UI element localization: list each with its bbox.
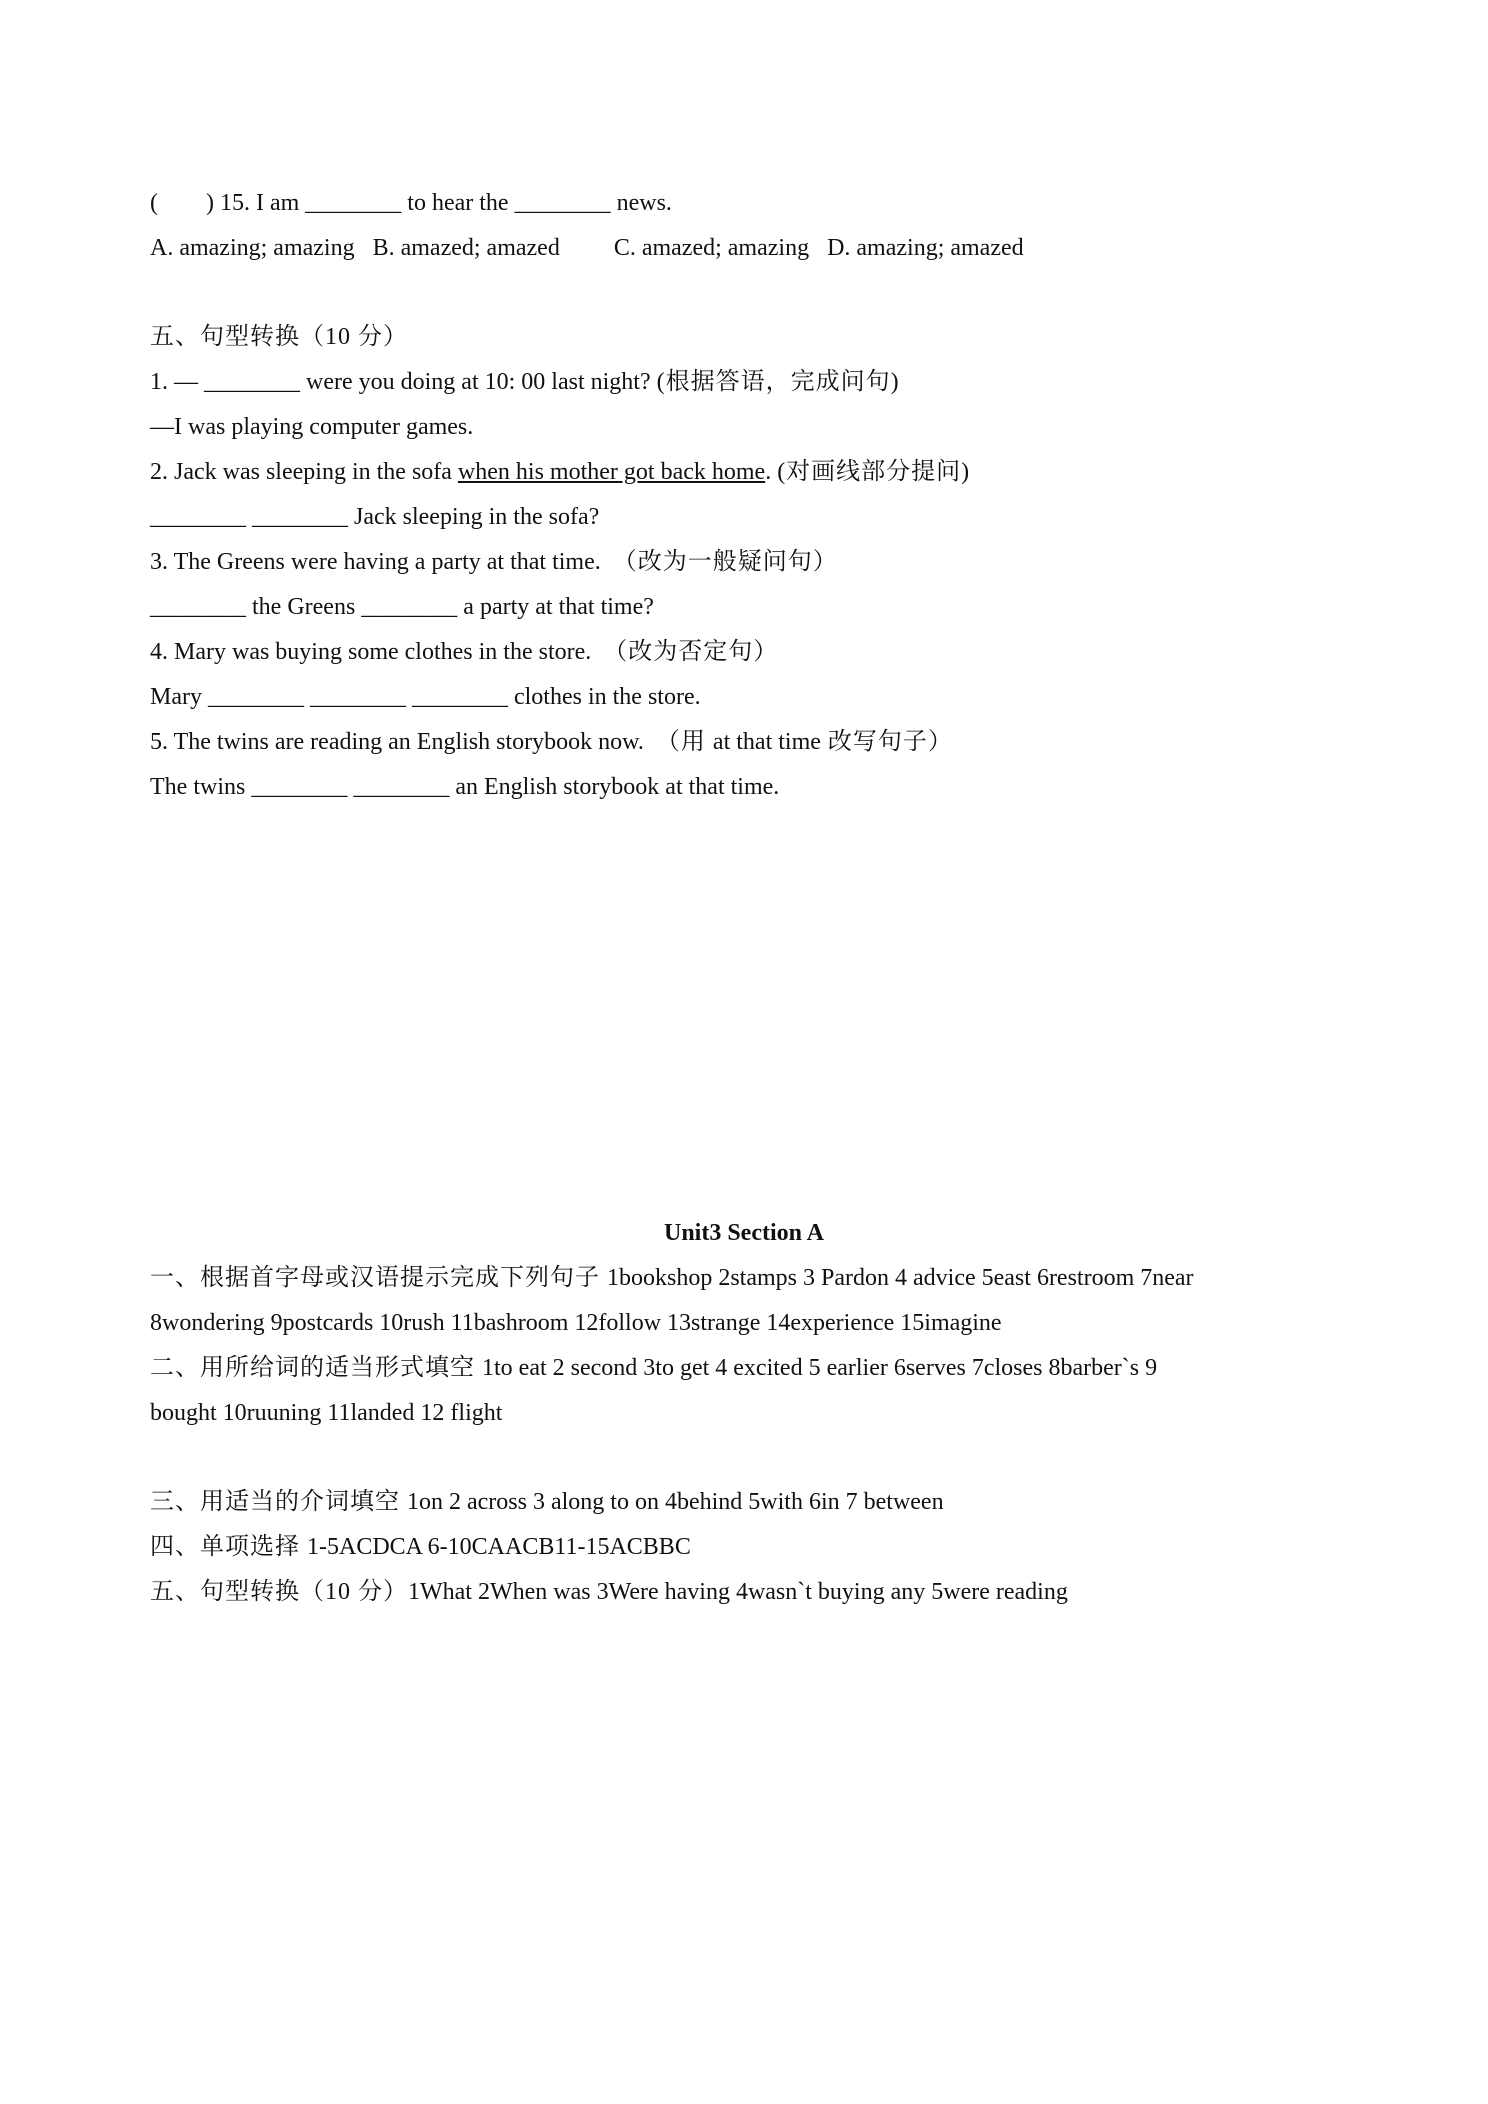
- answer-part-2-text: 1to eat 2 second 3to get 4 excited 5 earlier 6serves 7closes 8barber`s 9: [482, 1355, 1158, 1381]
- answer-part-3: [150, 1487, 944, 1517]
- question-15-options: A. amazing; amazing B. amazed; amazed C. amazed; amazing D. amazing; amazed: [150, 235, 1024, 261]
- q5-text: 5. The twins are reading an English storybook now.: [150, 729, 656, 755]
- transform-q2-blank: ________ ________ Jack sleeping in the sofa?: [150, 504, 600, 530]
- section-5-heading: 五、句型转换（10 分）: [150, 324, 408, 350]
- answer-part-5-label: 五、句型转换（10 分）: [150, 1579, 408, 1605]
- answer-part-4-label: 四、单项选择: [150, 1534, 307, 1560]
- transform-q4: [150, 637, 778, 667]
- transform-q2: [150, 457, 970, 487]
- q2-period: .: [765, 459, 778, 485]
- answer-part-5-text: 1What 2When was 3Were having 4wasn`t buying any 5were reading: [408, 1579, 1068, 1605]
- answer-part-4: [150, 1532, 691, 1562]
- transform-q4-blank: Mary ________ ________ ________ clothes in the store.: [150, 684, 701, 710]
- transform-q3-blank: ________ the Greens ________ a party at that time?: [150, 594, 654, 620]
- q4-text: 4. Mary was buying some clothes in the store.: [150, 639, 604, 665]
- q3-text: 3. The Greens were having a party at that time.: [150, 549, 613, 575]
- answer-part-2-line-1: [150, 1353, 1157, 1383]
- q1-text: 1. — ________ were you doing at 10: 00 last night?: [150, 369, 657, 395]
- q1-hint: (根据答语，完成问句): [656, 369, 900, 395]
- q2-hint: (对画线部分提问): [777, 459, 971, 485]
- q5-hint-phrase: at that time: [712, 729, 821, 755]
- q5-hint-start: （用: [655, 729, 713, 755]
- answer-part-3-label: 三、用适当的介词填空: [150, 1489, 407, 1515]
- q2-text: 2. Jack was sleeping in the sofa: [150, 459, 458, 485]
- answers-title: Unit3 Section A: [663, 1220, 824, 1246]
- answer-part-1-label: 一、根据首字母或汉语提示完成下列句子: [150, 1265, 607, 1291]
- answer-part-3-text: 1on 2 across 3 along to on 4behind 5with 6in 7 between: [407, 1489, 944, 1515]
- answer-part-2-label: 二、用所给词的适当形式填空: [150, 1355, 482, 1381]
- q5-hint-end: 改写句子）: [820, 729, 953, 755]
- transform-q1: [150, 367, 900, 397]
- transform-q1-answer: —I was playing computer games.: [150, 414, 474, 440]
- question-15-stem: ( ) 15. I am ________ to hear the ________ news.: [150, 190, 672, 216]
- answer-part-5: [150, 1577, 1068, 1607]
- q2-underlined-part: when his mother got back home: [457, 459, 766, 485]
- transform-q5-blank: The twins ________ ________ an English storybook at that time.: [150, 774, 780, 800]
- transform-q3: [150, 547, 838, 577]
- transform-q5: [150, 727, 953, 757]
- q3-hint: （改为一般疑问句）: [612, 549, 838, 575]
- answer-part-2-line-2: bought 10ruuning 11landed 12 flight: [150, 1400, 503, 1426]
- answer-part-4-text: 1-5ACDCA 6-10CAACB11-15ACBBC: [307, 1534, 691, 1560]
- answer-part-1-text: 1bookshop 2stamps 3 Pardon 4 advice 5east 6restroom 7near: [607, 1265, 1194, 1291]
- answer-part-1-line-1: [150, 1263, 1194, 1293]
- q4-hint: （改为否定句）: [603, 639, 779, 665]
- answer-part-1-line-2: 8wondering 9postcards 10rush 11bashroom 12follow 13strange 14experience 15imagine: [150, 1310, 1002, 1336]
